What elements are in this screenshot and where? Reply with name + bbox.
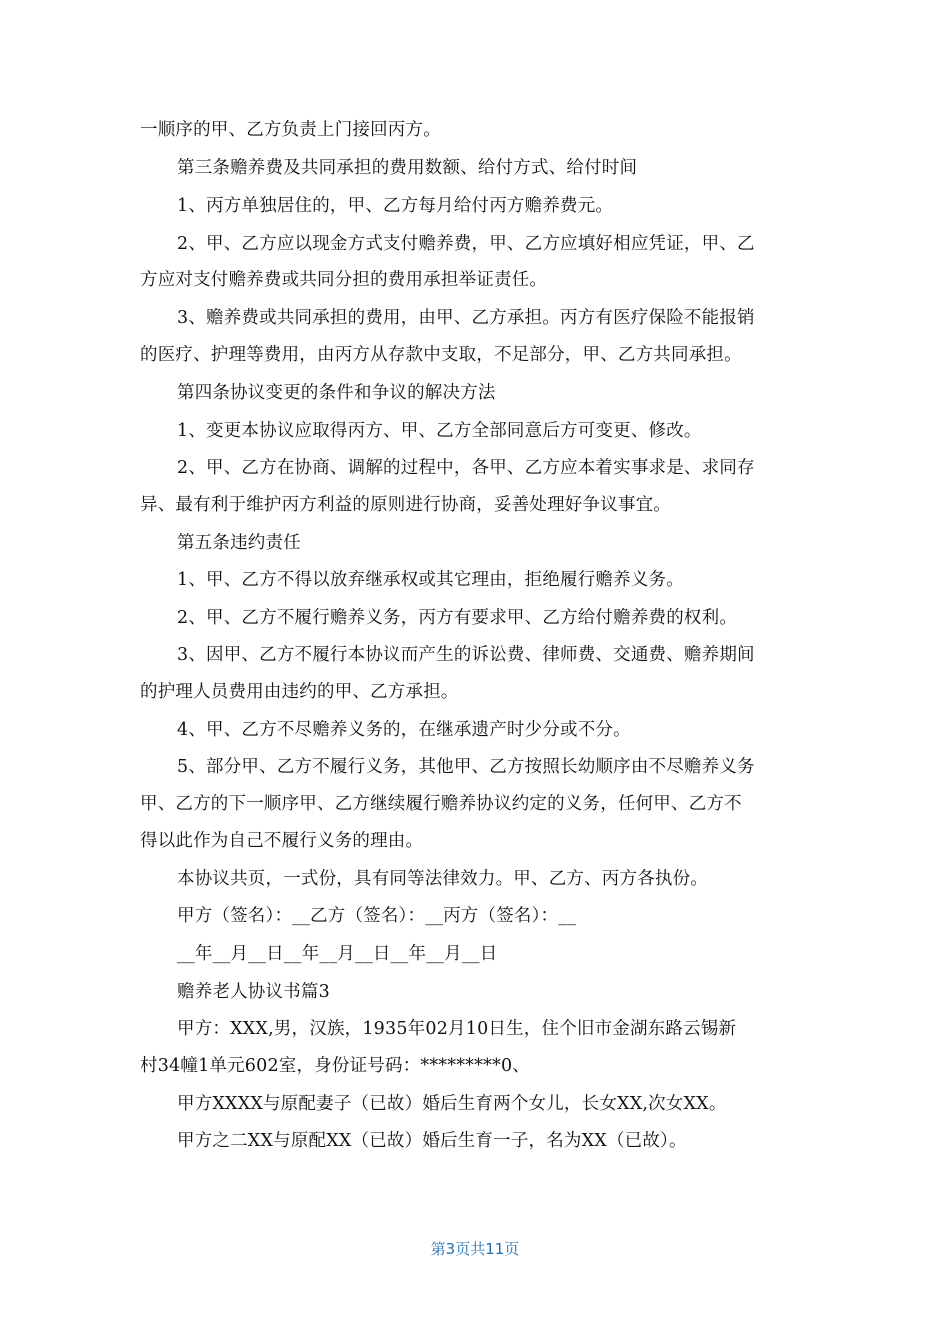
text-line: 1、变更本协议应取得丙方、甲、乙方全部同意后方可变更、修改。 xyxy=(177,421,702,441)
text-line: 甲方XXXX与原配妻子（已故）婚后生育两个女儿，长女XX,次女XX。 xyxy=(177,1094,727,1114)
text-line: 甲、乙方的下一顺序甲、乙方继续履行赡养协议约定的义务，任何甲、乙方不 xyxy=(140,794,742,814)
section-heading: 第三条赡养费及共同承担的费用数额、给付方式、给付时间 xyxy=(177,158,638,178)
text-line: 1、甲、乙方不得以放弃继承权或其它理由，拒绝履行赡养义务。 xyxy=(177,570,684,590)
text-line: 方应对支付赡养费或共同分担的费用承担举证责任。 xyxy=(140,270,548,290)
section-heading: 第四条协议变更的条件和争议的解决方法 xyxy=(177,383,496,403)
page-number-footer: 第3页共11页 xyxy=(430,1240,520,1258)
text-line: 2、甲、乙方不履行赡养义务，丙方有要求甲、乙方给付赡养费的权利。 xyxy=(177,608,738,628)
text-line: 本协议共页，一式份，具有同等法律效力。甲、乙方、丙方各执份。 xyxy=(177,869,708,889)
article-title: 赡养老人协议书篇3 xyxy=(177,982,330,1002)
text-line: 的护理人员费用由违约的甲、乙方承担。 xyxy=(140,682,459,702)
text-line: 2、甲、乙方应以现金方式支付赡养费，甲、乙方应填好相应凭证，甲、乙 xyxy=(177,234,755,254)
text-line: 村34幢1单元602室，身份证号码：*********0、 xyxy=(140,1056,530,1076)
text-line: 甲方：XXX,男，汉族，1935年02月10日生，住个旧市金湖东路云锡新 xyxy=(177,1019,737,1039)
signature-line: 甲方（签名）：__乙方（签名）：__丙方（签名）：__ xyxy=(177,906,577,926)
text-line: 甲方之二XX与原配XX（已故）婚后生育一子，名为XX（已故）。 xyxy=(177,1131,687,1151)
text-line: 异、最有利于维护丙方利益的原则进行协商，妥善处理好争议事宜。 xyxy=(140,495,671,515)
text-line: 的医疗、护理等费用，由丙方从存款中支取，不足部分，甲、乙方共同承担。 xyxy=(140,345,742,365)
text-line: 4、甲、乙方不尽赡养义务的，在继承遗产时少分或不分。 xyxy=(177,720,631,740)
text-line: 3、因甲、乙方不履行本协议而产生的诉讼费、律师费、交通费、赡养期间 xyxy=(177,645,755,665)
text-line: 一顺序的甲、乙方负责上门接回丙方。 xyxy=(140,120,441,140)
text-line: 得以此作为自己不履行义务的理由。 xyxy=(140,831,424,851)
text-line: 5、部分甲、乙方不履行义务，其他甲、乙方按照长幼顺序由不尽赡养义务 xyxy=(177,757,755,777)
text-line: 2、甲、乙方在协商、调解的过程中，各甲、乙方应本着实事求是、求同存 xyxy=(177,458,755,478)
text-line: 1、丙方单独居住的，甲、乙方每月给付丙方赡养费元。 xyxy=(177,196,614,216)
text-line: 3、赡养费或共同承担的费用，由甲、乙方承担。丙方有医疗保险不能报销 xyxy=(177,308,755,328)
date-line: __年__月__日__年__月__日__年__月__日 xyxy=(177,944,498,964)
section-heading: 第五条违约责任 xyxy=(177,533,301,553)
